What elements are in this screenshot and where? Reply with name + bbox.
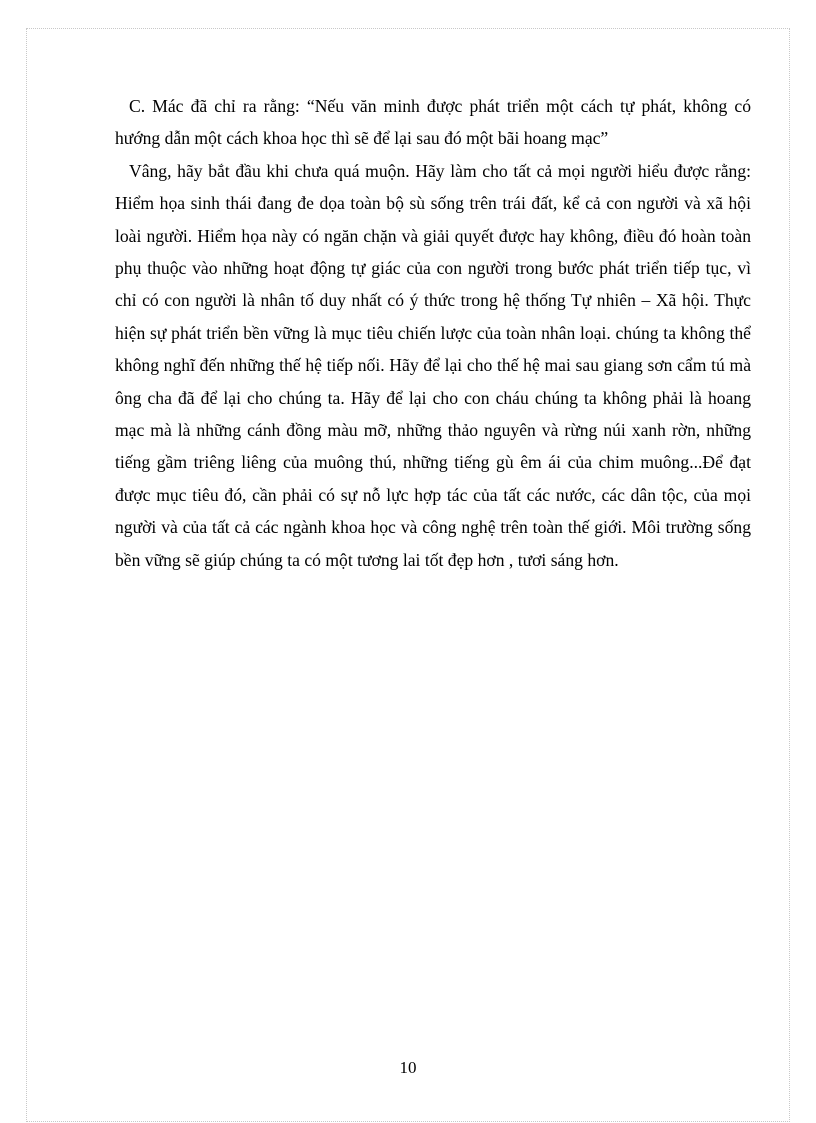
paragraph-marx-quote: C. Mác đã chỉ ra rằng: “Nếu văn minh được phát triển một cách tự phát, không có hướng dẫn một cách khoa học thì sẽ để lại sau đó một bãi hoang mạc” xyxy=(115,96,751,149)
paragraph-sustainable-development: Vâng, hãy bắt đầu khi chưa quá muộn. Hãy làm cho tất cả mọi người hiểu được rằng: Hiểm họa sinh thái đang đe dọa toàn bộ sù sống trên trái đất, kể cả con người và xã hội loài người. Hiểm họa này có ngăn chặn và giải quyết được hay không, điều đó hoàn toàn phụ thuộc vào những hoạt động tự giác của con người trong bước phát triển tiếp tục, vì chỉ có con người là nhân tố duy nhất có ý thức trong hệ thống Tự nhiên – Xã hội. Thực hiện sự phát triển bền vững là mục tiêu chiến lược của toàn nhân loại. chúng ta không thể không nghĩ đến những thế hệ tiếp nối. Hãy để lại cho thế hệ mai sau giang sơn cẩm tú mà ông cha đã để lại cho chúng ta. Hãy để lại cho con cháu chúng ta không phải là hoang mạc mà là những cánh đồng màu mỡ, những thảo nguyên và rừng núi xanh rờn, những tiếng gầm triêng liêng của muông thú, những tiếng gù êm ái của chim muông...Để đạt được mục tiêu đó, cần phải có sự nỗ lực hợp tác của tất các nước, các dân tộc, của mọi người và của tất cả các ngành khoa học và công nghệ trên toàn thế giới. Môi trường sống bền vững sẽ giúp chúng ta có một tương lai tốt đẹp hơn , tươi sáng hơn. xyxy=(115,160,751,570)
document-body xyxy=(115,90,751,576)
page-number: 10 xyxy=(399,1058,417,1077)
